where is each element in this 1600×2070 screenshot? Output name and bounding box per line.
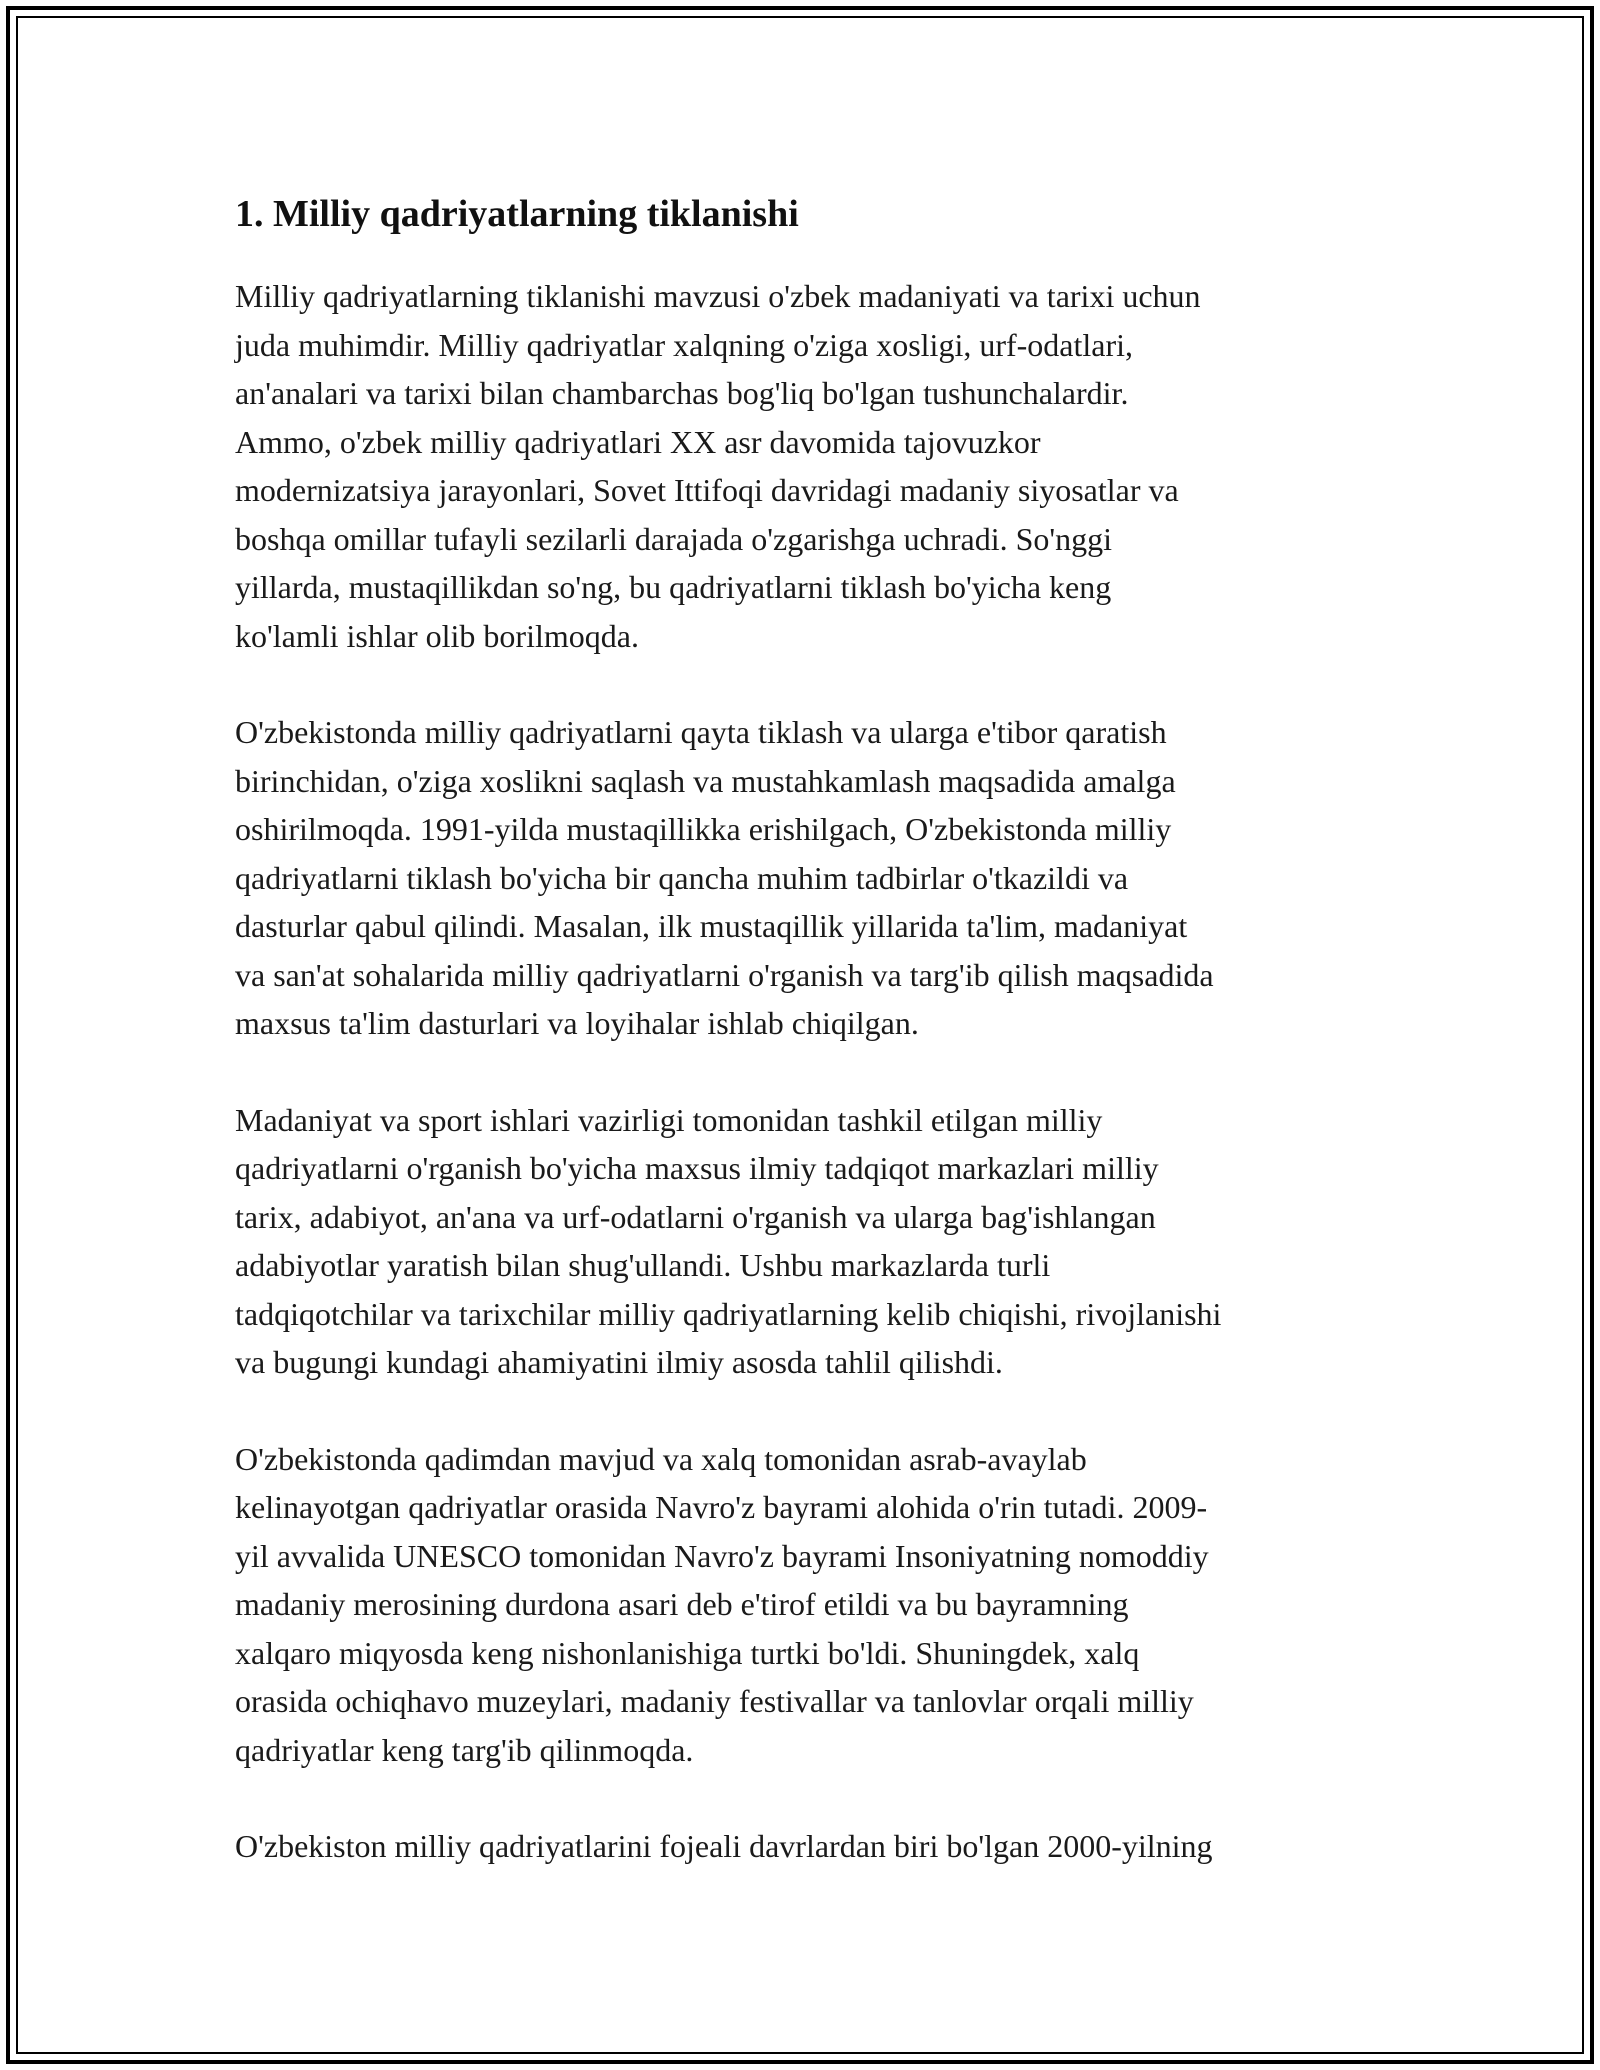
paragraph-4: O'zbekistonda qadimdan mavjud va xalq tomonidan asrab-avaylab kelinayotgan qadriyatlar orasida Navro'z bayrami alohida o'rin tutadi. 2009- yil avvalida UNESCO tomonidan Navro'z bayrami Insoniyatning nomoddiy madaniy merosining durdona asari deb e'tirof etildi va bu bayramning xalqaro miqyosda keng nishonlanishiga turtki bo'ldi. Shuningdek, xalq orasida ochiqhavo muzeylari, madaniy festivallar va tanlovlar orqali milliy qadriyatlar keng targ'ib qilinmoqda. [235, 1440, 1209, 1768]
paragraph-2: O'zbekistonda milliy qadriyatlarni qayta tiklash va ularga e'tibor qaratish birinchidan, o'ziga xoslikni saqlash va mustahkamlash maqsadida amalga oshirilmoqda. 1991-yilda mustaqillikka erishilgach, O'zbekistonda milliy qadriyatlarni tiklash bo'yicha bir qancha muhim tadbirlar o'tkazildi va dasturlar qabul qilindi. Masalan, ilk mustaqillik yillarida ta'lim, madaniyat va san'at sohalarida milliy qadriyatlarni o'rganish va targ'ib qilish maqsadida maxsus ta'lim dasturlari va loyihalar ishlab chiqilgan. [235, 714, 1214, 1041]
document-body [235, 186, 1375, 1919]
paragraph-3: Madaniyat va sport ishlari vazirligi tomonidan tashkil etilgan milliy qadriyatlarni o'rganish bo'yicha maxsus ilmiy tadqiqot markazlari milliy tarix, adabiyot, an'ana va urf-odatlarni o'rganish va ularga bag'ishlangan adabiyotlar yaratish bilan shug'ullandi. Ushbu markazlarda turli tadqiqotchilar va tarixchilar milliy qadriyatlarning kelib chiqishi, rivojlanishi va bugungi kundagi ahamiyatini ilmiy asosda tahlil qilishdi. [235, 1101, 1222, 1380]
paragraph-1: Milliy qadriyatlarning tiklanishi mavzusi o'zbek madaniyati va tarixi uchun juda muhimdir. Milliy qadriyatlar xalqning o'ziga xosligi, urf-odatlari, an'analari va tarixi bilan chambarchas bog'liq bo'lgan tushunchalardir. Ammo, o'zbek milliy qadriyatlari XX asr davomida tajovuzkor modernizatsiya jarayonlari, Sovet Ittifoqi davridagi madaniy siyosatlar va boshqa omillar tufayli sezilarli darajada o'zgarishga uchradi. So'nggi yillarda, mustaqillikdan so'ng, bu qadriyatlarni tiklash bo'yicha keng ko'lamli ishlar olib borilmoqda. [235, 278, 1201, 654]
paragraph-5: O'zbekiston milliy qadriyatlarini fojeali davrlardan biri bo'lgan 2000-yilning [235, 1828, 1213, 1864]
section-heading: 1. Milliy qadriyatlarning tiklanishi [235, 193, 799, 235]
